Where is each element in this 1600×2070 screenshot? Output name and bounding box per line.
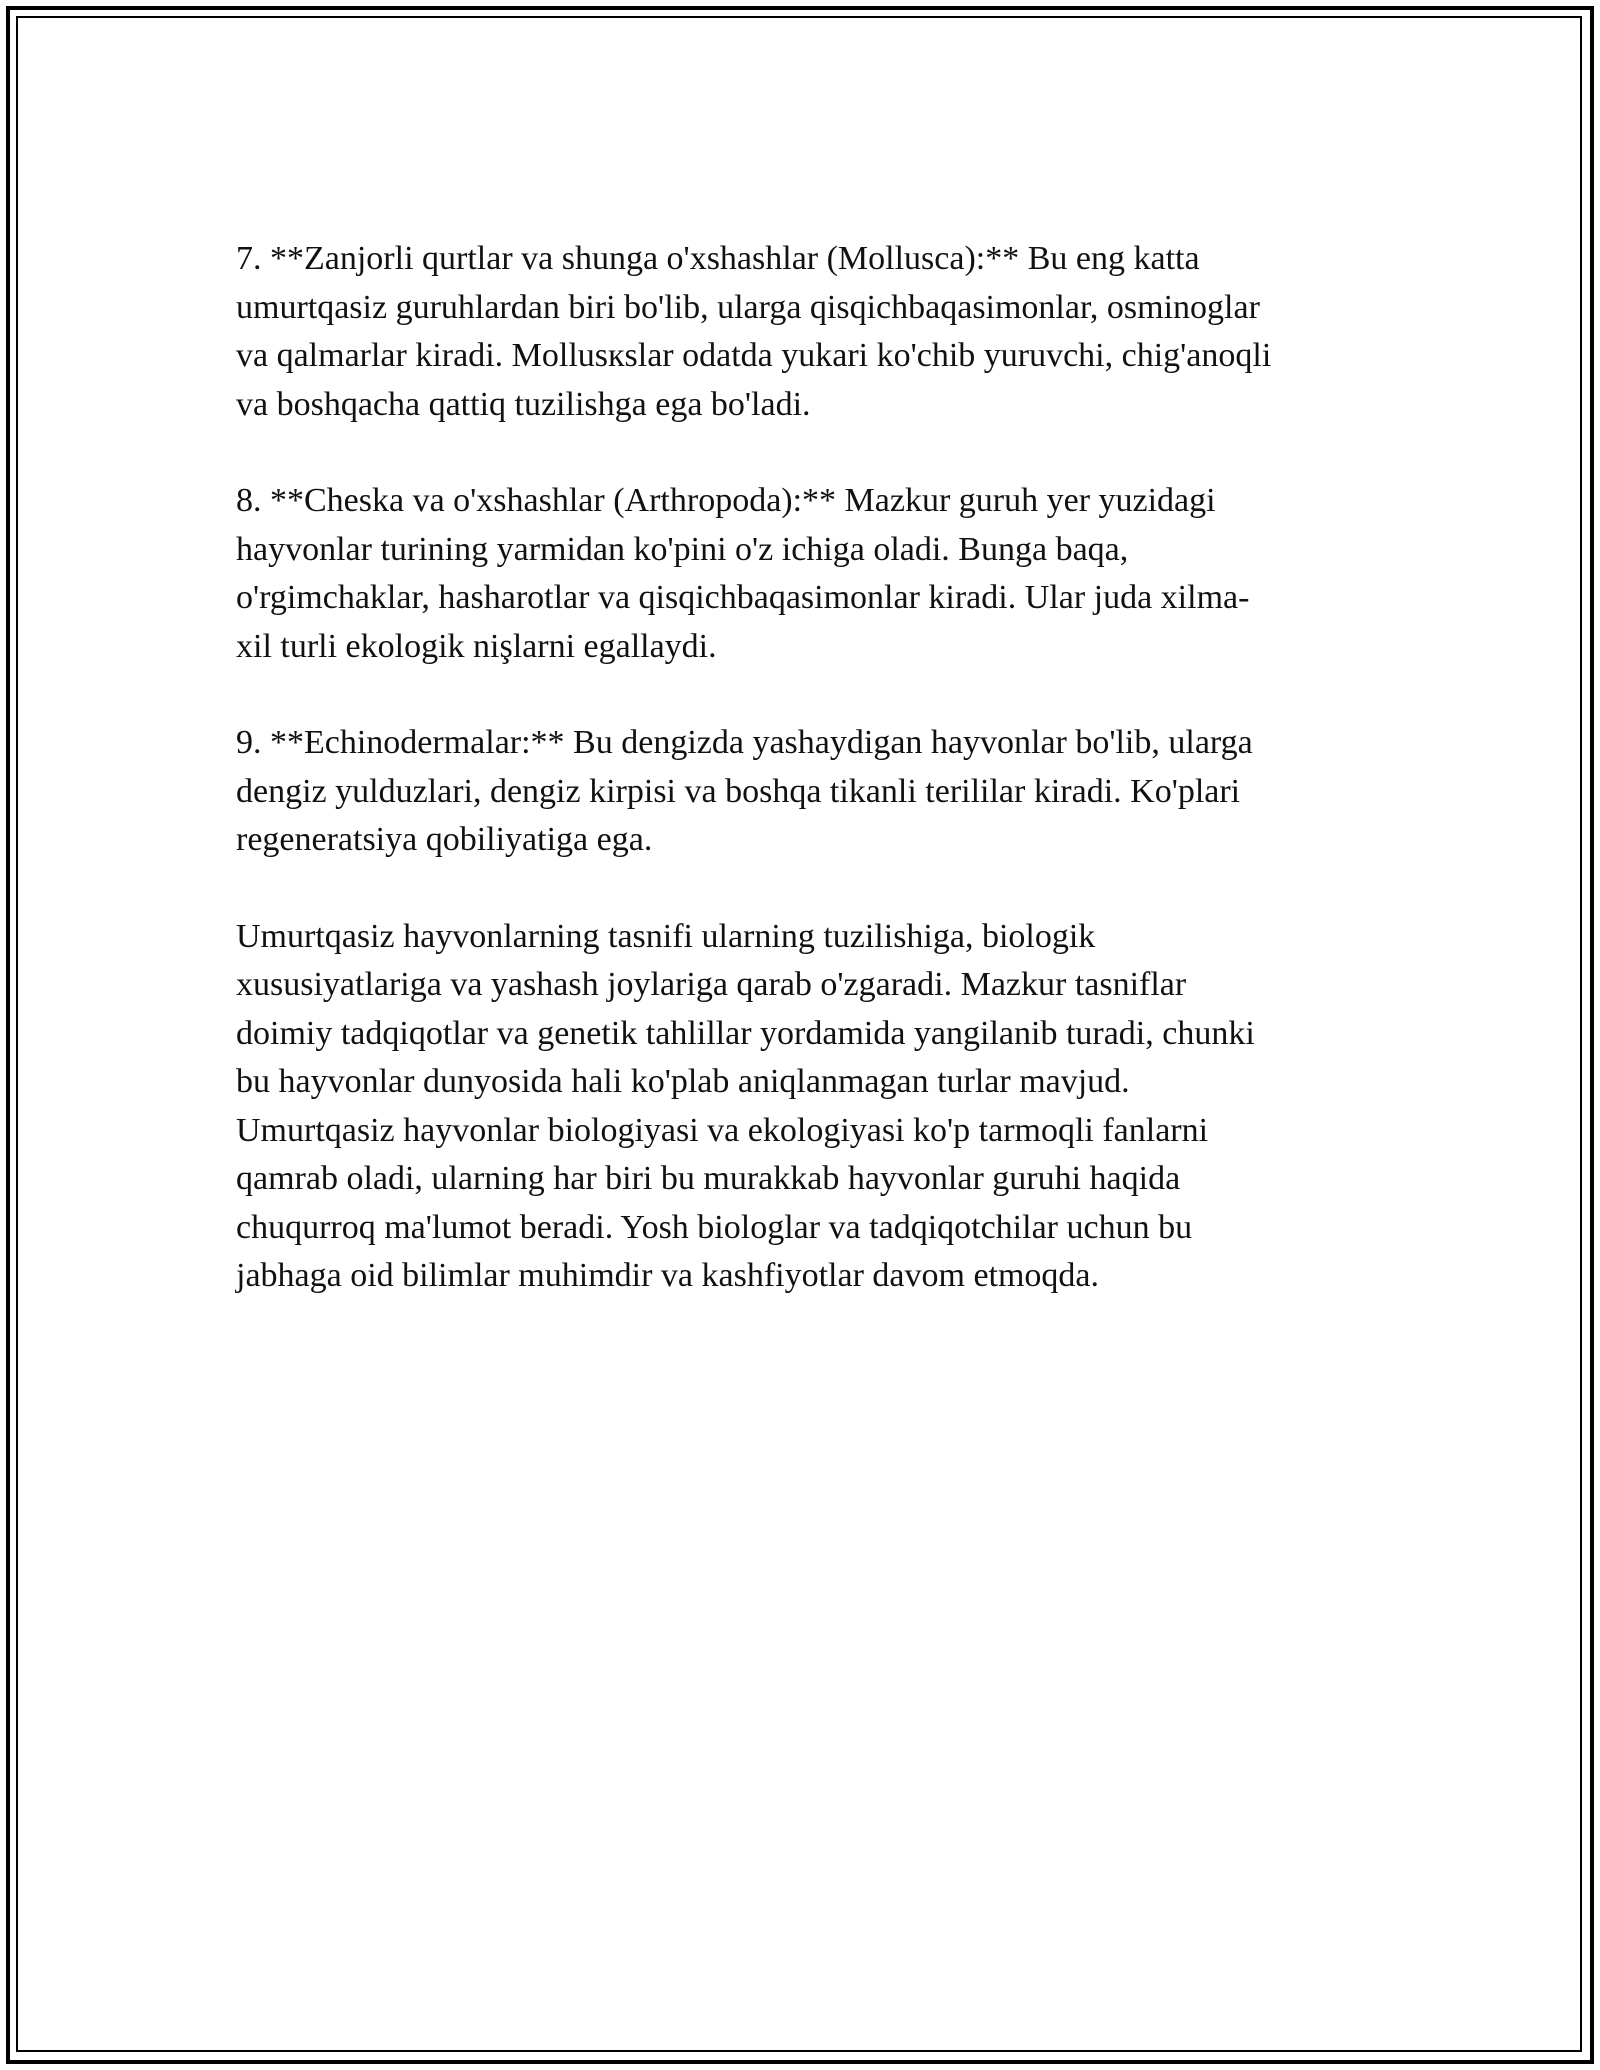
paragraph-summary: Umurtqasiz hayvonlarning tasnifi ularning tuzilishiga, biologik xususiyatlariga va yashash joylariga qarab o'zgaradi. Mazkur tasniflar doimiy tadqiqotlar va genetik tahlillar yordamida yangilanib turadi, chunki bu hayvonlar dunyosida hali ko'plab aniqlanmagan turlar mavjud. Umurtqasiz hayvonlar biologiyasi va ekologiyasi ko'p tarmoqli fanlarni qamrab oladi, ularning har biri bu murakkab hayvonlar guruhi haqida chuqurroq ma'lumot beradi. Yosh biologlar va tadqiqotchilar uchun bu jabhaga oid bilimlar muhimdir va kashfiyotlar davom etmoqda. [236,917,1255,1294]
paragraph-mollusca: 7. **Zanjorli qurtlar va shunga o'xshashlar (Mollusca):** Bu eng katta umurtqasiz guruhlardan biri bo'lib, ularga qisqichbaqasimonlar, osminoglar va qalmarlar kiradi. Mollusкslar odatda yukari ko'chib yuruvchi, chig'anoqli va boshqacha qattiq tuzilishga ega bo'ladi. [236,240,1272,423]
document-body [236,235,1366,1349]
paragraph-echinodermata: 9. **Echinodermalar:** Bu dengizda yashaydigan hayvonlar bo'lib, ularga dengiz yulduzlari, dengiz kirpisi va boshqa tikanli terililar kiradi. Ko'plari regeneratsiya qobiliyatiga ega. [236,724,1253,858]
paragraph-arthropoda: 8. **Cheska va o'xshashlar (Arthropoda):** Mazkur guruh yer yuzidagi hayvonlar turining yarmidan ko'pini o'z ichiga oladi. Bunga baqa, o'rgimchaklar, hasharotlar va qisqichbaqasimonlar kiradi. Ular juda xilma- xil turli ekologik nişlarni egallaydi. [236,482,1250,665]
